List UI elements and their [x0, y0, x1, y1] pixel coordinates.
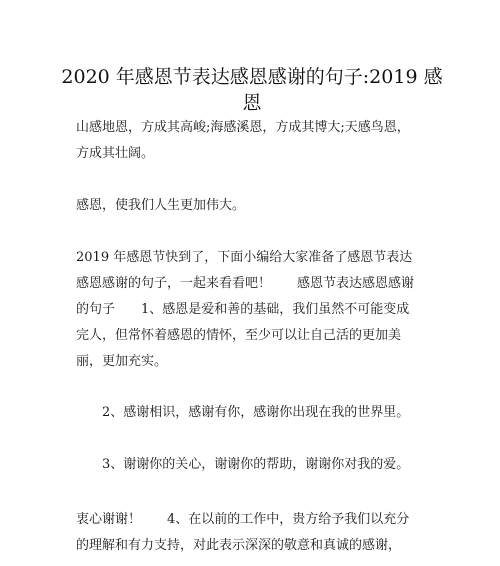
paragraph-3 [76, 245, 428, 375]
paragraph-1 [76, 115, 428, 167]
text-line: 感恩，使我们人生更加伟大。 [76, 198, 246, 213]
document-title [60, 64, 444, 116]
text-line: 2019 年感恩节快到了，下面小编给大家准备了感恩节表达 [76, 250, 413, 265]
paragraph-6 [76, 507, 428, 559]
text-line: 感恩感谢的句子，一起来看看吧！ 感恩节表达感恩感谢 [76, 276, 415, 291]
title-line: 恩 [242, 92, 262, 114]
text-line: 3、谢谢你的关心，谢谢你的帮助，谢谢你对我的爱。 [76, 457, 410, 472]
text-line: 的句子 1、感恩是爱和善的基础，我们虽然不可能变成 [76, 302, 410, 317]
paragraph-4 [76, 400, 428, 426]
text-line: 2、感谢相识，感谢有你，感谢你出现在我的世界里。 [76, 405, 410, 420]
text-line: 完人，但常怀着感恩的情怀，至少可以让自己活的更加美 [76, 328, 402, 343]
text-line: 的理解和有力支持，对此表示深深的敬意和真诚的感谢， [76, 538, 402, 553]
title-line: 2020 年感恩节表达感恩感谢的句子:2019 感 [61, 66, 443, 88]
text-line: 丽，更加充实。 [76, 354, 168, 369]
text-line: 衷心谢谢！ 4、在以前的工作中，贵方给予我们以充分 [76, 512, 410, 527]
paragraph-5 [76, 452, 428, 478]
paragraph-2 [76, 193, 428, 219]
text-line: 山感地恩，方成其高峻;海感溪恩，方成其博大;天感鸟恩， [76, 120, 410, 135]
text-line: 方成其壮阔。 [76, 146, 155, 161]
